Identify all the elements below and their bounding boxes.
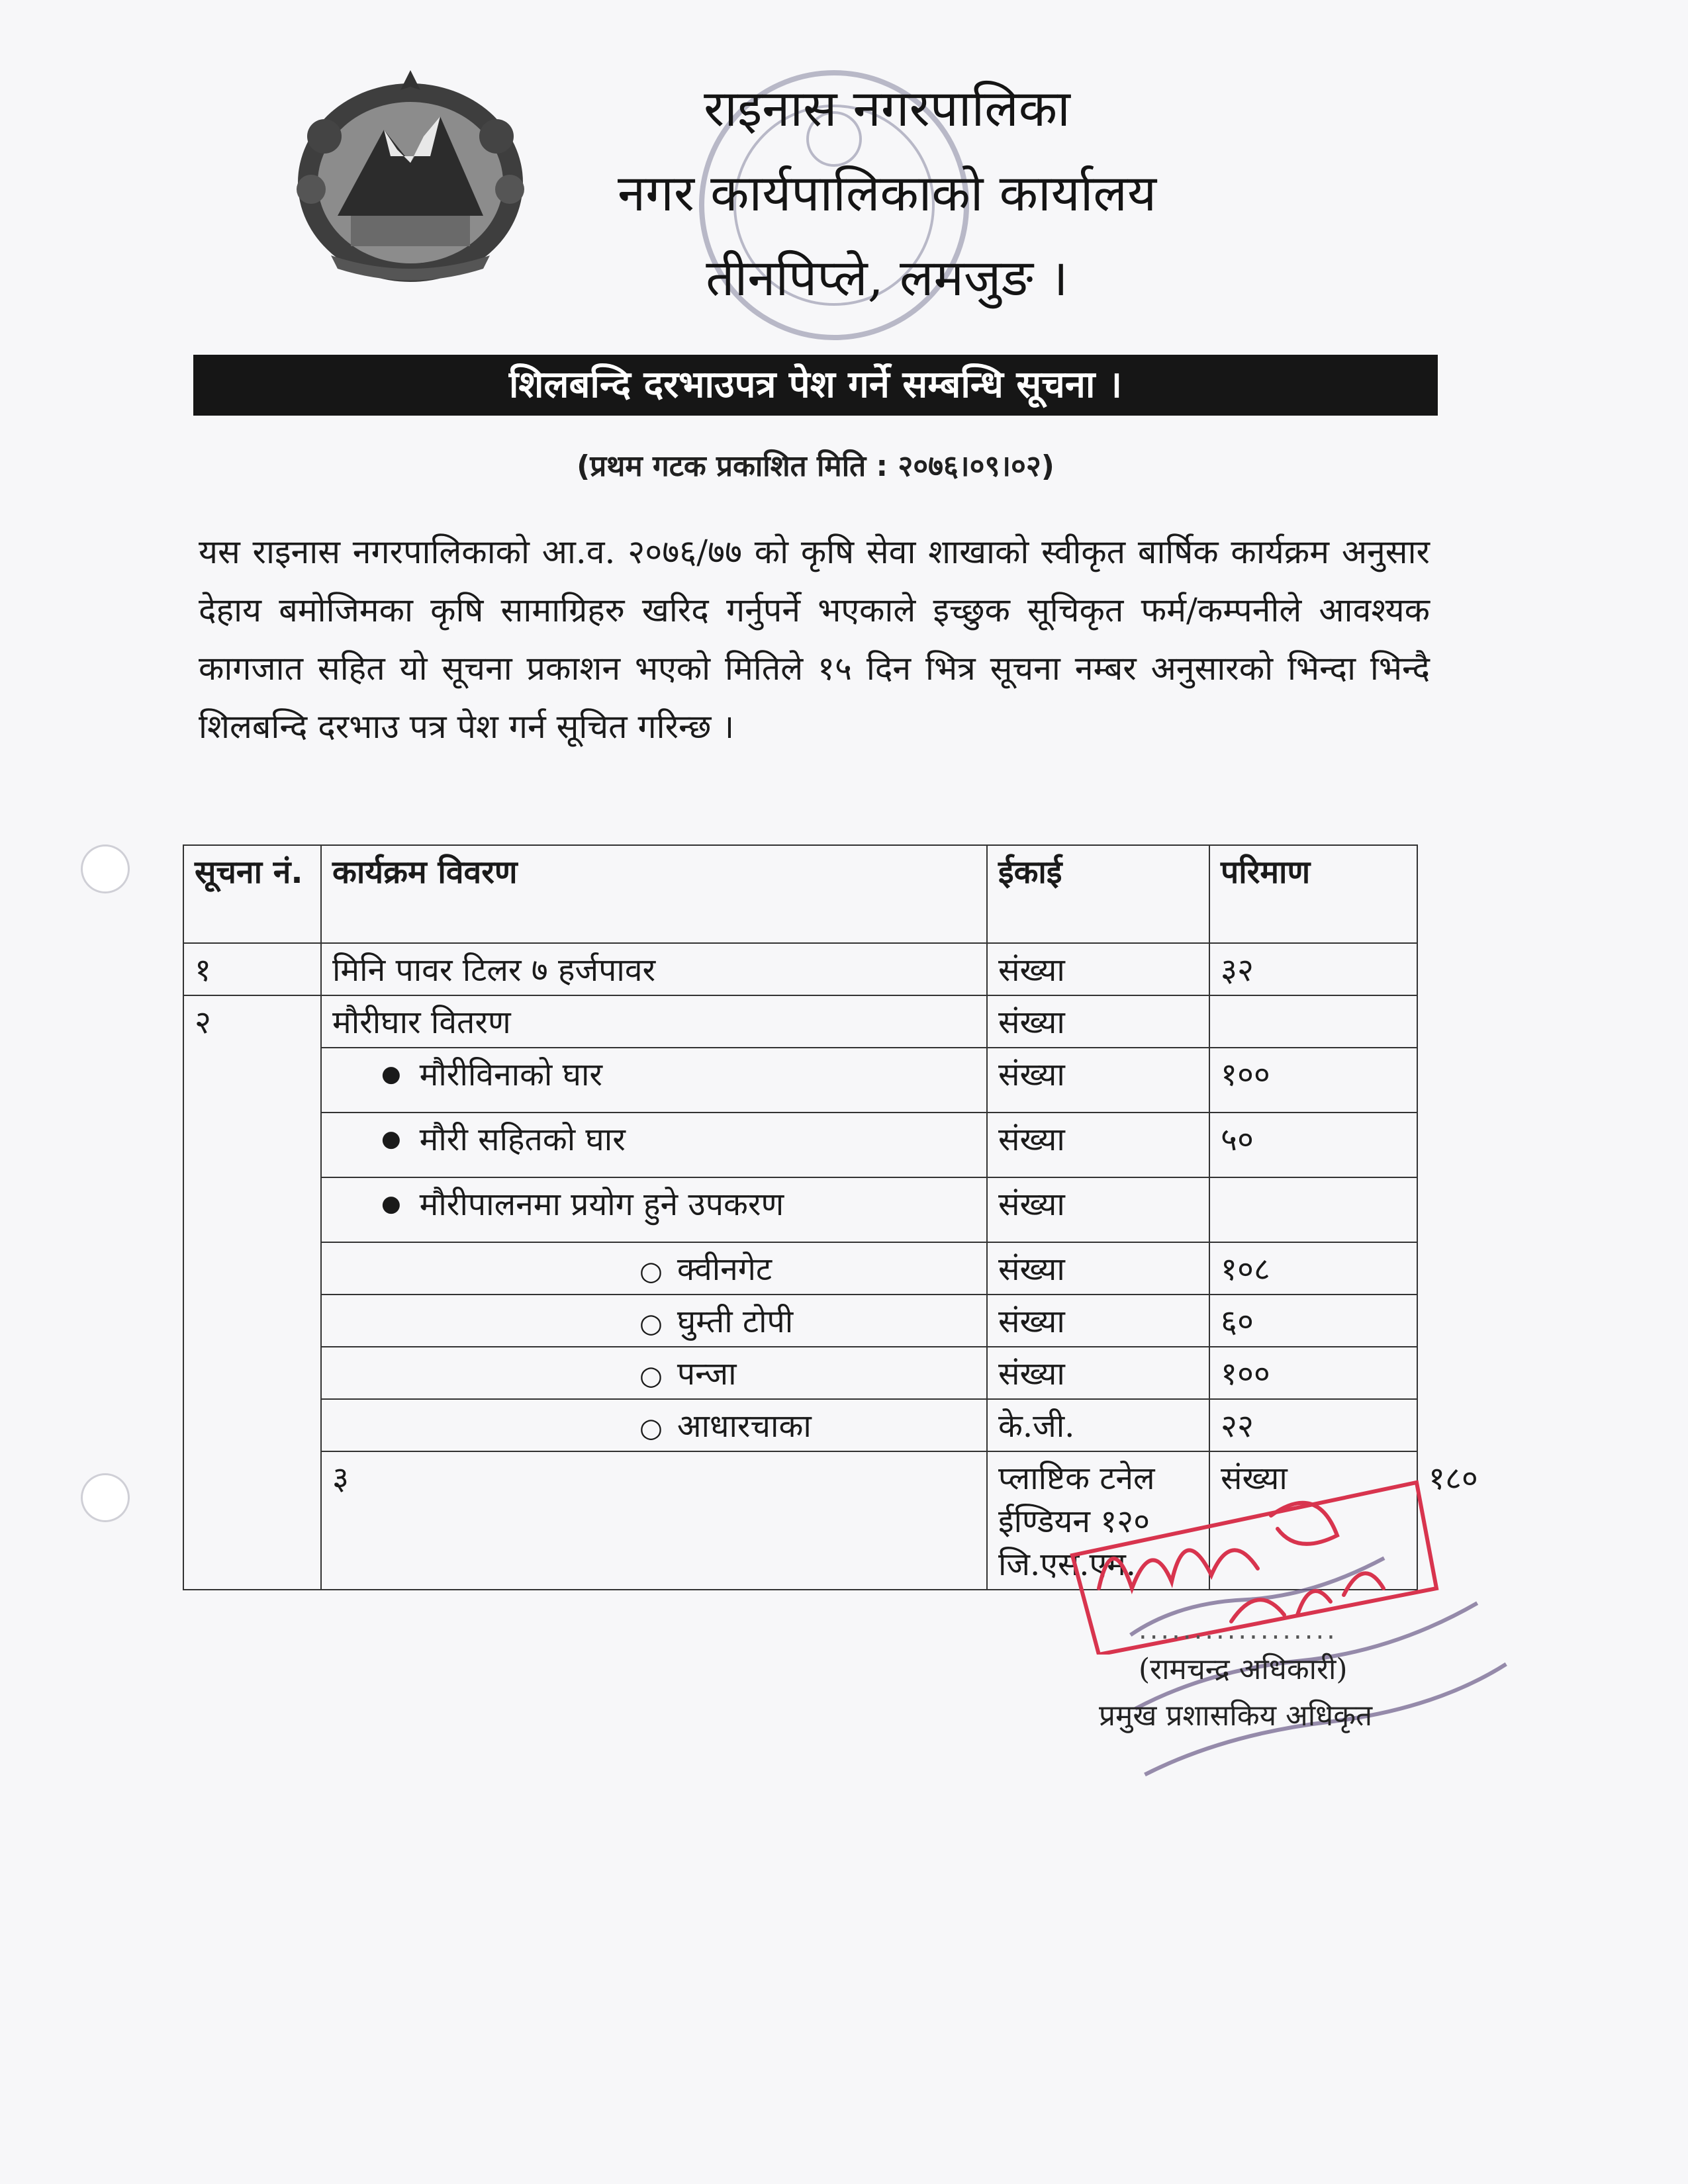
nepal-emblem-icon bbox=[285, 64, 536, 289]
row-desc: ○ घुम्ती टोपी bbox=[321, 1295, 987, 1347]
row-num: १ bbox=[183, 943, 321, 995]
punch-hole-top bbox=[81, 844, 130, 893]
col-unit: ईकाई bbox=[987, 845, 1209, 943]
punch-hole-bottom bbox=[81, 1473, 130, 1522]
header-office: नगर कार्यपालिकाको कार्यालय bbox=[617, 163, 1157, 222]
row-qty: १०० bbox=[1209, 1048, 1417, 1113]
row-unit: संख्या bbox=[987, 1177, 1209, 1242]
row-qty bbox=[1209, 1177, 1417, 1242]
row-qty: ५० bbox=[1209, 1113, 1417, 1177]
signatory-name: (रामचन्द्र अधिकारी) bbox=[1139, 1653, 1348, 1686]
col-quantity: परिमाण bbox=[1209, 845, 1417, 943]
row-qty: ३२ bbox=[1209, 943, 1417, 995]
table-row: ३ प्लाष्टिक टनेल ईण्डियन १२० जि.एस.एम. संख्या १८० bbox=[183, 1451, 1417, 1590]
row-desc: ● मौरीविनाको घार bbox=[321, 1048, 987, 1113]
row-unit: के.जी. bbox=[987, 1399, 1209, 1451]
row-desc: मिनि पावर टिलर ७ हर्जपावर bbox=[321, 943, 987, 995]
notice-title: शिलबन्दि दरभाउपत्र पेश गर्ने सम्बन्धि सूचना । bbox=[193, 355, 1438, 416]
table-row bbox=[183, 1242, 1417, 1295]
signatory-title: प्रमुख प्रशासकिय अधिकृत bbox=[1099, 1699, 1373, 1733]
row-unit: संख्या bbox=[987, 1048, 1209, 1113]
row-desc: ○ पन्जा bbox=[321, 1347, 987, 1399]
row-unit: संख्या bbox=[1209, 1451, 1417, 1590]
row-desc: ● मौरीपालनमा प्रयोग हुने उपकरण bbox=[321, 1177, 987, 1242]
first-publication-date: (प्रथम गटक प्रकाशित मिति : २०७६।०९।०२) bbox=[577, 449, 1055, 483]
row-desc: प्लाष्टिक टनेल ईण्डियन १२० जि.एस.एम. bbox=[987, 1451, 1209, 1590]
table-row bbox=[183, 1399, 1417, 1451]
row-unit: संख्या bbox=[987, 1295, 1209, 1347]
table-row bbox=[183, 1048, 1417, 1113]
notice-body: यस राइनास नगरपालिकाको आ.व. २०७६/७७ को कृषि सेवा शाखाको स्वीकृत बार्षिक कार्यक्रम अनुसार देहाय बमोजिमका कृषि सामाग्रिहरु खरिद गर्नुपर्ने भएकाले इच्छुक सूचिकृत फर्म/कम्पनीले आवश्यक कागजात सहित यो सूचना प्रकाशन भएको मितिले १५ दिन भित्र सूचना नम्बर अनुसारको भिन्दा भिन्दै शिलबन्दि दरभाउ पत्र पेश गर्न सूचित गरिन्छ । bbox=[199, 533, 1430, 746]
row-unit: संख्या bbox=[987, 1347, 1209, 1399]
header-address: तीनपिप्ले, लमजुङ । bbox=[706, 248, 1068, 307]
row-unit: संख्या bbox=[987, 1113, 1209, 1177]
col-notice-no: सूचना नं. bbox=[183, 845, 321, 943]
row-desc: मौरीघार वितरण bbox=[321, 995, 987, 1048]
row-qty bbox=[1209, 995, 1417, 1048]
row-desc: ○ क्वीनगेट bbox=[321, 1242, 987, 1295]
table-header-row bbox=[183, 845, 1417, 943]
table-row bbox=[183, 1295, 1417, 1347]
row-num: २ bbox=[183, 995, 321, 1590]
signature-line: .................. bbox=[1139, 1615, 1338, 1645]
row-qty: ६० bbox=[1209, 1295, 1417, 1347]
row-unit: संख्या bbox=[987, 995, 1209, 1048]
row-num: ३ bbox=[321, 1451, 987, 1590]
header-municipality: राइनास नगरपालिका bbox=[704, 79, 1070, 138]
row-desc: ● मौरी सहितको घार bbox=[321, 1113, 987, 1177]
office-header bbox=[556, 66, 1218, 320]
table-row bbox=[183, 1177, 1417, 1242]
table-row bbox=[183, 943, 1417, 995]
row-qty: २२ bbox=[1209, 1399, 1417, 1451]
col-description: कार्यक्रम विवरण bbox=[321, 845, 987, 943]
row-qty: १०८ bbox=[1209, 1242, 1417, 1295]
table-row bbox=[183, 1113, 1417, 1177]
table-row bbox=[183, 1347, 1417, 1399]
table-row bbox=[183, 995, 1417, 1048]
row-unit: संख्या bbox=[987, 1242, 1209, 1295]
row-qty: १०० bbox=[1209, 1347, 1417, 1399]
row-unit: संख्या bbox=[987, 943, 1209, 995]
row-desc: ○ आधारचाका bbox=[321, 1399, 987, 1451]
